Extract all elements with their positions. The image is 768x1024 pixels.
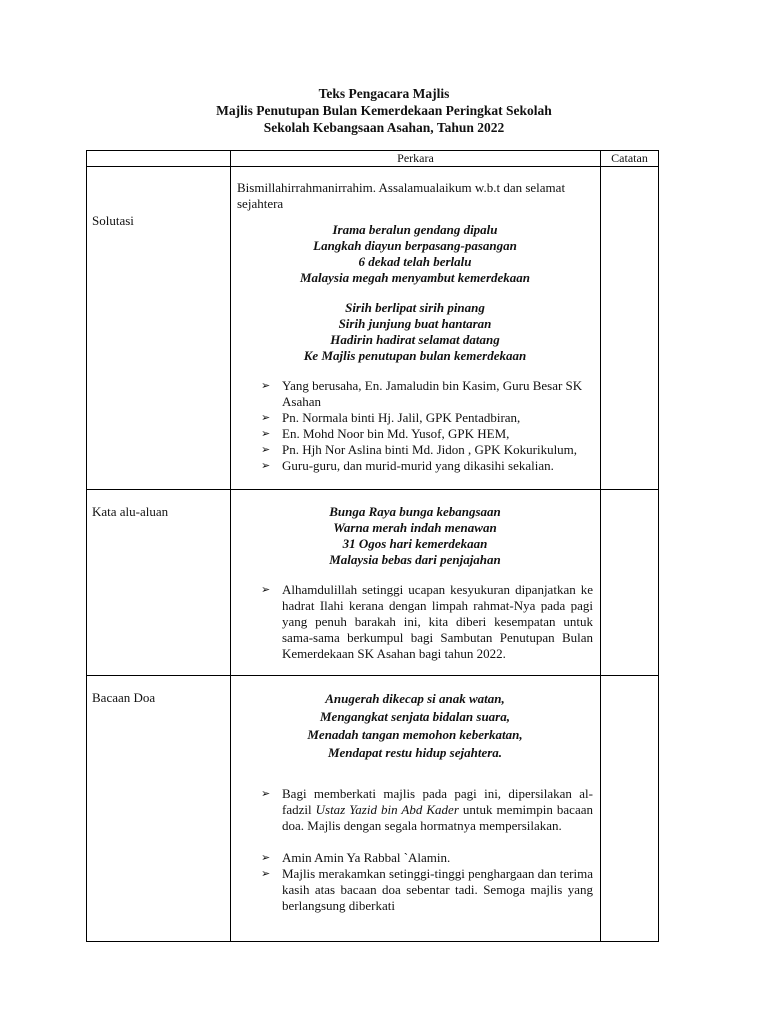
verse-line: Menadah tangan memohon keberkatan, <box>307 727 523 742</box>
arrow-bullet-icon: ➢ <box>261 583 271 596</box>
title-line-3: Sekolah Kebangsaan Asahan, Tahun 2022 <box>263 120 505 135</box>
verse-line: 31 Ogos hari kemerdekaan <box>342 536 488 551</box>
verse-line: Bunga Raya bunga kebangsaan <box>329 504 501 519</box>
welcome-list <box>237 582 593 662</box>
verse-line: Mendapat restu hidup sejahtera. <box>327 745 503 760</box>
arrow-bullet-icon: ➢ <box>261 411 271 424</box>
catatan-cell <box>601 676 659 942</box>
verse-line: 6 dekad telah berlalu <box>358 254 472 269</box>
program-table <box>86 150 659 942</box>
prayer-list <box>237 786 593 914</box>
list-item: ➢ Amin Amin Ya Rabbal `Alamin. <box>261 850 451 865</box>
verse-line: Malaysia bebas dari penjajahan <box>329 552 501 567</box>
title-line-2: Majlis Penutupan Bulan Kemerdekaan Peringkat Sekolah <box>216 103 552 118</box>
pantun-verse <box>237 300 593 364</box>
guest-list <box>237 378 593 474</box>
arrow-bullet-icon: ➢ <box>261 427 271 440</box>
catatan-cell <box>601 167 659 490</box>
document-title <box>0 85 768 136</box>
verse-line: Irama beralun gendang dipalu <box>332 222 498 237</box>
row-label-cell <box>87 490 231 676</box>
table-row <box>87 490 659 676</box>
arrow-bullet-icon: ➢ <box>261 443 271 456</box>
arrow-bullet-icon: ➢ <box>261 379 271 392</box>
opening-greeting: Bismillahirrahmanirrahim. Assalamualaikum w.b.t dan selamat sejahtera <box>237 180 566 211</box>
arrow-bullet-icon: ➢ <box>261 459 271 472</box>
list-item: ➢ Bagi memberkati majlis pada pagi ini, dipersilakan al-fadzil Ustaz Yazid bin Abd Kader untuk memimpin bacaan doa. Majlis dengan segala hormatnya mempersilakan. <box>261 786 593 833</box>
prayer-leader-name: Ustaz Yazid bin Abd Kader <box>315 802 459 817</box>
list-item: ➢ Guru-guru, dan murid-murid yang dikasihi sekalian. <box>261 458 554 473</box>
verse-line: Ke Majlis penutupan bulan kemerdekaan <box>303 348 527 363</box>
arrow-bullet-icon: ➢ <box>261 787 271 800</box>
pantun-verse <box>237 222 593 286</box>
perkara-cell <box>231 490 601 676</box>
pantun-verse <box>237 504 593 568</box>
header-blank <box>87 151 231 167</box>
row-label-cell <box>87 676 231 942</box>
verse-line: Malaysia megah menyambut kemerdekaan <box>299 270 531 285</box>
pantun-verse <box>237 690 593 762</box>
verse-line: Sirih berlipat sirih pinang <box>345 300 485 315</box>
list-item: ➢ Alhamdulillah setinggi ucapan kesyukuran dipanjatkan ke hadrat Ilahi kerana dengan limpah rahmat-Nya pada pagi yang penuh barakah ini, kita diberi kesempatan untuk sama-sama berkumpul bagi Sambutan Penutupan Bulan Kemerdekaan SK Asahan bagi tahun 2022. <box>261 582 593 661</box>
header-catatan: Catatan <box>601 151 659 167</box>
perkara-cell <box>231 167 601 490</box>
verse-line: Mengangkat senjata bidalan suara, <box>320 709 510 724</box>
row-label-cell <box>87 167 231 490</box>
list-item: ➢ Majlis merakamkan setinggi-tinggi penghargaan dan terima kasih atas bacaan doa sebentar tadi. Semoga majlis yang berlangsung diberkati <box>261 866 593 913</box>
verse-line: Langkah diayun berpasang-pasangan <box>313 238 517 253</box>
row-label: Kata alu-aluan <box>92 504 169 519</box>
list-item: ➢ En. Mohd Noor bin Md. Yusof, GPK HEM, <box>261 426 510 441</box>
verse-line: Warna merah indah menawan <box>333 520 497 535</box>
table-row <box>87 676 659 942</box>
perkara-cell <box>231 676 601 942</box>
row-label: Bacaan Doa <box>92 690 156 705</box>
catatan-cell <box>601 490 659 676</box>
table-header-row <box>87 151 659 167</box>
title-line-1: Teks Pengacara Majlis <box>318 86 450 101</box>
verse-line: Anugerah dikecap si anak watan, <box>325 691 505 706</box>
list-item: ➢ Pn. Normala binti Hj. Jalil, GPK Pentadbiran, <box>261 410 521 425</box>
verse-line: Sirih junjung buat hantaran <box>338 316 492 331</box>
list-item: ➢ Yang berusaha, En. Jamaludin bin Kasim, Guru Besar SK Asahan <box>261 378 583 409</box>
list-item: ➢ Pn. Hjh Nor Aslina binti Md. Jidon , GPK Kokurikulum, <box>261 442 578 457</box>
arrow-bullet-icon: ➢ <box>261 851 271 864</box>
row-label: Solutasi <box>92 213 134 228</box>
arrow-bullet-icon: ➢ <box>261 867 271 880</box>
header-perkara: Perkara <box>231 151 601 167</box>
verse-line: Hadirin hadirat selamat datang <box>330 332 500 347</box>
table-row <box>87 167 659 490</box>
